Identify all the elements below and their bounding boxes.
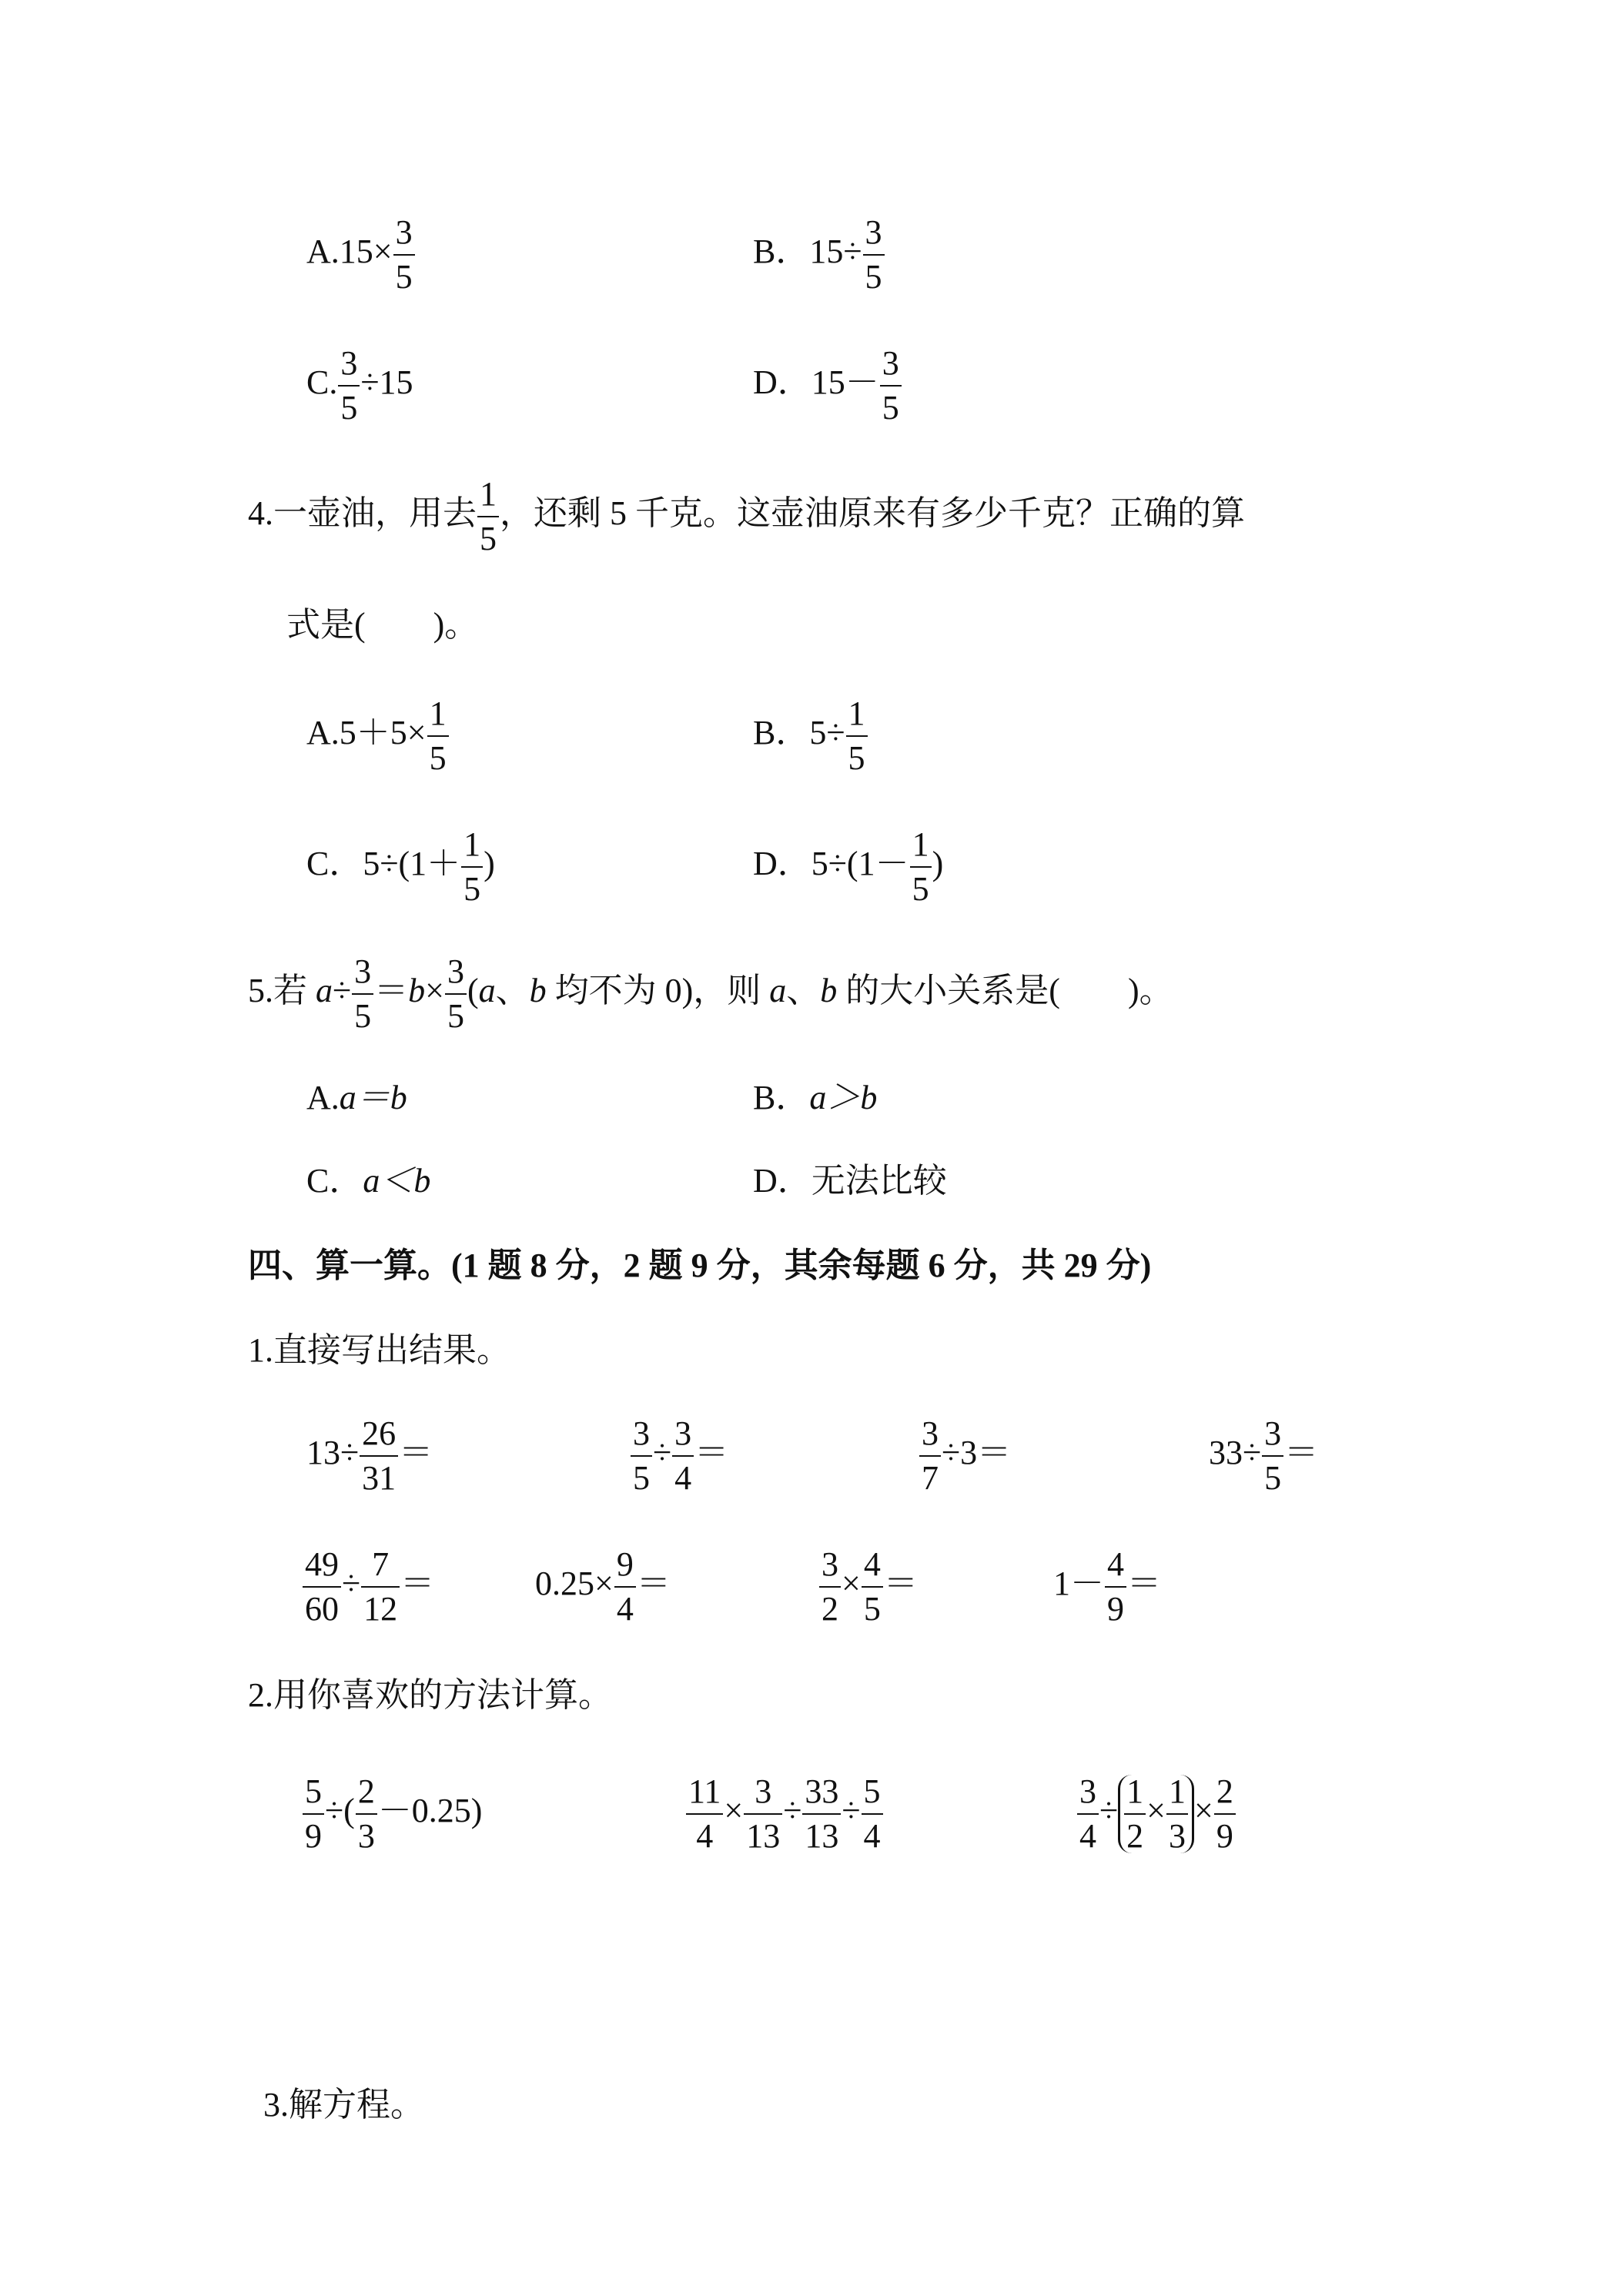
fraction: $\frac{1}{5}$ (910, 828, 932, 906)
expr-row1-2: $\frac{3}{5}$ ÷ $\frac{3}{4}$ ＝ (630, 1417, 728, 1495)
q3-option-d: D．15－ $\frac{3}{5}$ (753, 346, 902, 425)
section-heading: 四、算一算。(1 题 8 分，2 题 9 分，其余每题 6 分，共 29 分) (248, 1247, 1152, 1284)
expr-row2-2: 0.25× $\frac{9}{4}$ ＝ (535, 1545, 671, 1628)
fraction: $\frac{33}{13}$ (802, 1775, 841, 1853)
fraction: $\frac{3}{5}$ (445, 955, 467, 1033)
fraction: $\frac{7}{12}$ (361, 1548, 400, 1626)
fraction: $\frac{3}{5}$ (631, 1417, 652, 1495)
fraction: $\frac{3}{5}$ (338, 346, 360, 425)
expr-row3-1: $\frac{5}{9}$ ÷( $\frac{2}{3}$ －0.25) (302, 1775, 482, 1853)
fraction: $\frac{4}{5}$ (862, 1548, 883, 1626)
fraction: $\frac{3}{4}$ (672, 1417, 694, 1495)
q4-stem: 4.一壶油，用去 $\frac{1}{5}$ ，还剩 5 千克。这壶油原来有多少千克？正确的算 (248, 475, 1245, 557)
fraction: $\frac{3}{5}$ (393, 216, 415, 294)
expr-row2-4: 1－ $\frac{4}{9}$ ＝ (1053, 1545, 1161, 1628)
fraction: $\frac{9}{4}$ (614, 1548, 636, 1626)
expr-row3-2: $\frac{11}{4}$ × $\frac{3}{13}$ ÷ $\frac{33}{13}$ ÷ $\frac{5}{4}$ (685, 1775, 884, 1853)
fraction: $\frac{26}{31}$ (360, 1417, 398, 1495)
bracket-group: $\frac{1}{2}$ × $\frac{1}{3}$ (1118, 1775, 1194, 1853)
expr-row1-4: 33÷ $\frac{3}{5}$ ＝ (1209, 1414, 1319, 1497)
expr-row1-1: 13÷ $\frac{26}{31}$ ＝ (306, 1414, 433, 1497)
expr-row1-3: $\frac{3}{7}$ ÷3＝ (919, 1417, 1011, 1495)
q3-option-a: A.15× $\frac{3}{5}$ (306, 216, 416, 294)
fraction: $\frac{5}{4}$ (862, 1775, 883, 1853)
fraction: $\frac{11}{4}$ (686, 1775, 723, 1853)
fraction: $\frac{3}{2}$ (819, 1548, 841, 1626)
fraction: $\frac{5}{9}$ (303, 1775, 324, 1853)
fraction: $\frac{3}{5}$ (880, 346, 902, 425)
q5-stem: 5.若 a÷ $\frac{3}{5}$ ＝b× $\frac{3}{5}$ (a、b 均不为 0)，则 a、b 的大小关系是( )。 (248, 952, 1173, 1035)
fraction: $\frac{1}{2}$ (1124, 1775, 1146, 1853)
fraction: $\frac{3}{7}$ (919, 1417, 941, 1495)
fraction: $\frac{3}{5}$ (352, 955, 373, 1033)
section4-q3: 3.解方程。 (263, 2086, 424, 2124)
fraction: $\frac{3}{5}$ (863, 216, 885, 294)
fraction: $\frac{1}{5}$ (461, 828, 483, 906)
fraction: $\frac{3}{13}$ (744, 1775, 782, 1853)
expr-row2-1: $\frac{49}{60}$ ÷ $\frac{7}{12}$ ＝ (302, 1548, 434, 1626)
fraction: $\frac{2}{3}$ (356, 1775, 377, 1853)
q4-option-c: C．5÷(1＋ $\frac{1}{5}$ ) (306, 825, 495, 908)
fraction: $\frac{1}{5}$ (846, 697, 868, 775)
fraction: $\frac{3}{4}$ (1077, 1775, 1099, 1853)
expr-row2-3: $\frac{3}{2}$ × $\frac{4}{5}$ ＝ (818, 1548, 918, 1626)
section4-q2: 2.用你喜欢的方法计算。 (248, 1676, 612, 1714)
fraction: $\frac{2}{9}$ (1214, 1775, 1236, 1853)
q4-stem-line2: 式是( )。 (286, 606, 479, 644)
q3-option-c: C. $\frac{3}{5}$ ÷15 (306, 344, 413, 427)
fraction: $\frac{4}{9}$ (1105, 1548, 1126, 1626)
expr-row3-3: $\frac{3}{4}$ ÷ $\frac{1}{2}$ × $\frac{1}{3}$ × $\frac{2}{9}$ (1076, 1775, 1236, 1853)
fraction: $\frac{49}{60}$ (303, 1548, 341, 1626)
fraction: $\frac{1}{5}$ (427, 697, 449, 775)
q5-option-a: A.a＝b (306, 1079, 407, 1116)
q5-option-d: D．无法比较 (753, 1162, 947, 1200)
q3-option-b: B．15÷ $\frac{3}{5}$ (753, 216, 885, 294)
fraction: $\frac{1}{5}$ (477, 477, 499, 556)
q4-option-a: A.5＋5× $\frac{1}{5}$ (306, 697, 450, 775)
section4-q1: 1.直接写出结果。 (248, 1331, 510, 1369)
q5-option-b: B．a＞b (753, 1079, 878, 1116)
fraction: $\frac{3}{5}$ (1262, 1417, 1283, 1495)
q4-option-d: D．5÷(1－ $\frac{1}{5}$ ) (753, 825, 944, 908)
fraction: $\frac{1}{3}$ (1166, 1775, 1188, 1853)
q5-option-c: C．a＜b (306, 1162, 431, 1200)
q4-option-b: B．5÷ $\frac{1}{5}$ (753, 697, 868, 775)
